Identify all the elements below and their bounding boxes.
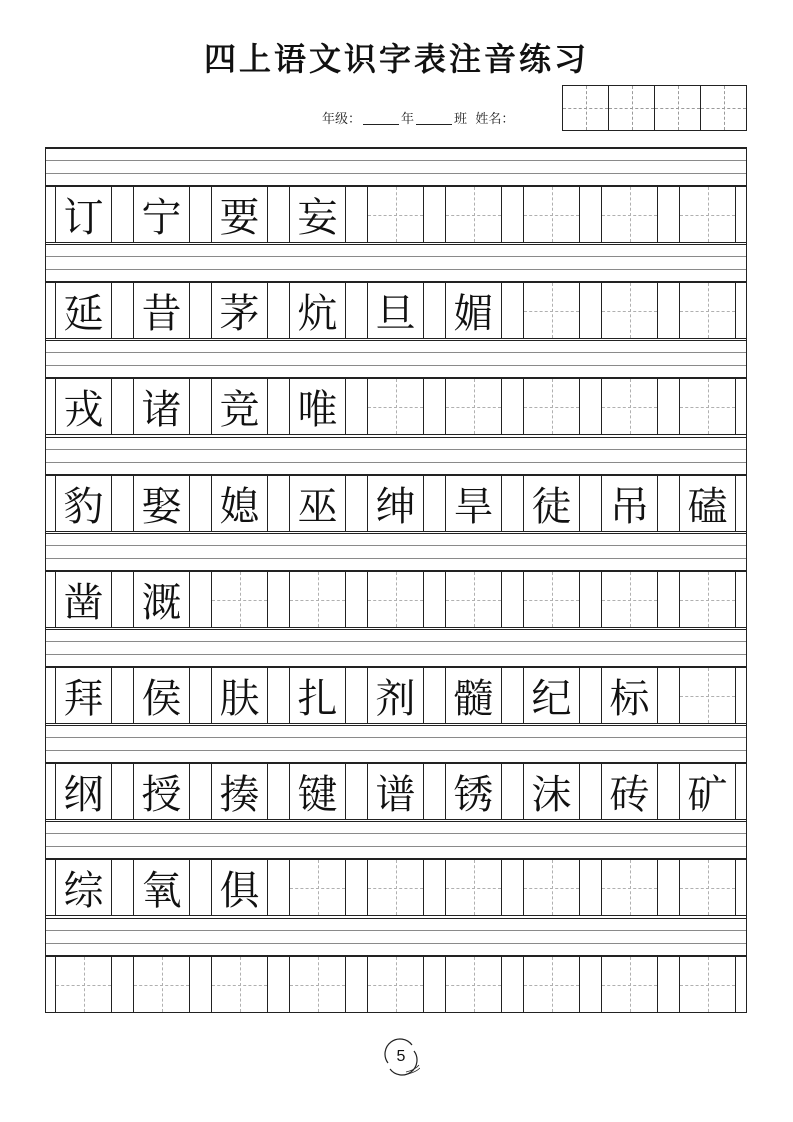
pinyin-line [46,641,746,642]
tian-ge-cell[interactable] [601,378,658,435]
pinyin-lines[interactable] [46,148,746,186]
tian-ge-cell [55,571,112,628]
pinyin-line [46,173,746,174]
character-row [46,859,746,916]
pinyin-line [46,725,746,726]
character-row [46,282,746,339]
pinyin-line [46,533,746,534]
tian-ge-cell[interactable] [445,378,502,435]
character: 磕 [687,484,728,530]
tian-ge-cell [679,763,736,820]
character: 巫 [297,484,338,530]
name-cell[interactable] [655,86,701,130]
character: 肤 [219,676,260,722]
tian-ge-cell [367,763,424,820]
character: 俱 [219,868,260,914]
pinyin-line [46,462,746,463]
tian-ge-cell[interactable] [55,956,112,1013]
character: 旦 [375,291,416,337]
character: 媳 [219,484,260,530]
tian-ge-cell [367,667,424,724]
pinyin-line [46,160,746,161]
tian-ge-cell[interactable] [367,859,424,916]
character: 氧 [141,868,182,914]
tian-ge-cell [55,282,112,339]
tian-ge-cell [289,378,346,435]
character-row [46,475,746,532]
pinyin-line [46,244,746,245]
tian-ge-cell [133,475,190,532]
character: 媚 [453,291,494,337]
class-blank[interactable] [416,112,452,125]
tian-ge-cell[interactable] [679,282,736,339]
name-writing-grid[interactable] [562,85,747,131]
character: 要 [219,195,260,241]
character: 妄 [297,195,338,241]
tian-ge-cell [523,475,580,532]
tian-ge-cell [679,475,736,532]
pinyin-lines[interactable] [46,629,746,667]
tian-ge-cell[interactable] [679,956,736,1013]
pinyin-line [46,437,746,438]
character: 剂 [375,676,416,722]
page-title: 四上语文识字表注音练习 [203,40,589,78]
character: 凿 [63,580,104,626]
pinyin-line [46,558,746,559]
tian-ge-cell [289,475,346,532]
tian-ge-cell[interactable] [367,956,424,1013]
character: 旱 [453,484,494,530]
pinyin-lines[interactable] [46,918,746,956]
tian-ge-cell [55,186,112,243]
character: 矿 [687,772,728,818]
tian-ge-cell [445,667,502,724]
tian-ge-cell [601,475,658,532]
tian-ge-cell [55,859,112,916]
tian-ge-cell[interactable] [289,571,346,628]
page-number: 5 [396,1048,406,1065]
tian-ge-cell[interactable] [523,571,580,628]
tian-ge-cell [133,571,190,628]
character: 徒 [531,484,572,530]
pinyin-lines[interactable] [46,821,746,859]
character: 拜 [63,676,104,722]
tian-ge-cell[interactable] [523,186,580,243]
character: 授 [141,772,182,818]
tian-ge-cell [523,667,580,724]
character: 戎 [63,387,104,433]
pinyin-line [46,654,746,655]
tian-ge-cell [55,378,112,435]
tian-ge-cell [211,859,268,916]
tian-ge-cell [289,763,346,820]
tian-ge-cell[interactable] [523,378,580,435]
tian-ge-cell [211,378,268,435]
character: 昔 [141,291,182,337]
pinyin-lines[interactable] [46,437,746,475]
pinyin-line [46,269,746,270]
pinyin-line [46,750,746,751]
tian-ge-cell[interactable] [445,956,502,1013]
character: 键 [297,772,338,818]
tian-ge-cell[interactable] [679,186,736,243]
tian-ge-cell [211,763,268,820]
tian-ge-cell[interactable] [367,186,424,243]
tian-ge-cell [133,859,190,916]
pinyin-line [46,449,746,450]
character: 侯 [141,676,182,722]
character: 溉 [141,580,182,626]
pinyin-line [46,352,746,353]
pinyin-lines[interactable] [46,340,746,378]
tian-ge-cell[interactable] [679,859,736,916]
grade-label: 年级： [322,112,362,127]
tian-ge-cell[interactable] [289,956,346,1013]
tian-ge-cell[interactable] [601,571,658,628]
pinyin-line [46,737,746,738]
pinyin-line [46,340,746,341]
tian-ge-cell [211,186,268,243]
tian-ge-cell [445,763,502,820]
character: 绅 [375,484,416,530]
tian-ge-cell[interactable] [133,956,190,1013]
practice-sheet [45,147,747,1013]
pinyin-lines[interactable] [46,533,746,571]
character-row [46,571,746,628]
character: 订 [63,195,104,241]
tian-ge-cell [601,667,658,724]
character: 诸 [141,387,182,433]
pinyin-line [46,545,746,546]
character: 谱 [375,772,416,818]
tian-ge-cell [289,186,346,243]
character: 纲 [63,772,104,818]
pinyin-line [46,821,746,822]
tian-ge-cell [55,763,112,820]
tian-ge-cell [523,763,580,820]
tian-ge-cell[interactable] [211,571,268,628]
character: 吊 [609,484,650,530]
pinyin-line [46,148,746,149]
tian-ge-cell[interactable] [367,378,424,435]
character: 娶 [141,484,182,530]
tian-ge-cell [211,475,268,532]
character: 锈 [453,772,494,818]
tian-ge-cell [133,667,190,724]
character: 唯 [297,387,338,433]
page-number-badge [382,1038,420,1076]
tian-ge-cell[interactable] [445,859,502,916]
tian-ge-cell[interactable] [601,282,658,339]
pinyin-line [46,365,746,366]
name-cell[interactable] [609,86,655,130]
character-row [46,956,746,1013]
pinyin-line [46,943,746,944]
pinyin-line [46,833,746,834]
tian-ge-cell[interactable] [445,186,502,243]
tian-ge-cell[interactable] [601,956,658,1013]
tian-ge-cell [367,475,424,532]
tian-ge-cell[interactable] [289,859,346,916]
name-label: 姓名： [475,112,515,127]
pinyin-line [46,256,746,257]
tian-ge-cell [211,282,268,339]
tian-ge-cell[interactable] [445,571,502,628]
tian-ge-cell[interactable] [211,956,268,1013]
pinyin-line [46,918,746,919]
character: 茅 [219,291,260,337]
character: 综 [63,868,104,914]
pinyin-line [46,846,746,847]
tian-ge-cell [133,186,190,243]
character: 豹 [63,484,104,530]
tian-ge-cell[interactable] [367,571,424,628]
tian-ge-cell [55,667,112,724]
tian-ge-cell [601,763,658,820]
character-row [46,763,746,820]
pinyin-line [46,930,746,931]
pinyin-lines[interactable] [46,725,746,763]
character: 纪 [531,676,572,722]
character: 标 [609,676,650,722]
tian-ge-cell[interactable] [523,282,580,339]
character: 炕 [297,291,338,337]
character: 髓 [453,676,494,722]
name-cell[interactable] [563,86,609,130]
character: 扎 [297,676,338,722]
character-row [46,186,746,243]
tian-ge-cell[interactable] [679,571,736,628]
character: 沫 [531,772,572,818]
tian-ge-cell [367,282,424,339]
tian-ge-cell [445,475,502,532]
student-info [322,108,514,127]
year-label: 年 [401,112,415,127]
tian-ge-cell [55,475,112,532]
tian-ge-cell [289,282,346,339]
tian-ge-cell[interactable] [523,956,580,1013]
tian-ge-cell [289,667,346,724]
tian-ge-cell[interactable] [601,859,658,916]
character: 砖 [609,772,650,818]
tian-ge-cell [133,282,190,339]
pinyin-line [46,629,746,630]
character: 揍 [219,772,260,818]
tian-ge-cell[interactable] [523,859,580,916]
grade-blank[interactable] [363,112,399,125]
tian-ge-cell[interactable] [679,378,736,435]
tian-ge-cell [133,763,190,820]
character: 延 [63,291,104,337]
pinyin-lines[interactable] [46,244,746,282]
character: 竞 [219,387,260,433]
tian-ge-cell [133,378,190,435]
tian-ge-cell [211,667,268,724]
class-label: 班 [454,112,468,127]
character-row [46,378,746,435]
character: 宁 [141,195,182,241]
tian-ge-cell[interactable] [679,667,736,724]
tian-ge-cell [445,282,502,339]
character-row [46,667,746,724]
name-cell[interactable] [701,86,746,130]
tian-ge-cell[interactable] [601,186,658,243]
